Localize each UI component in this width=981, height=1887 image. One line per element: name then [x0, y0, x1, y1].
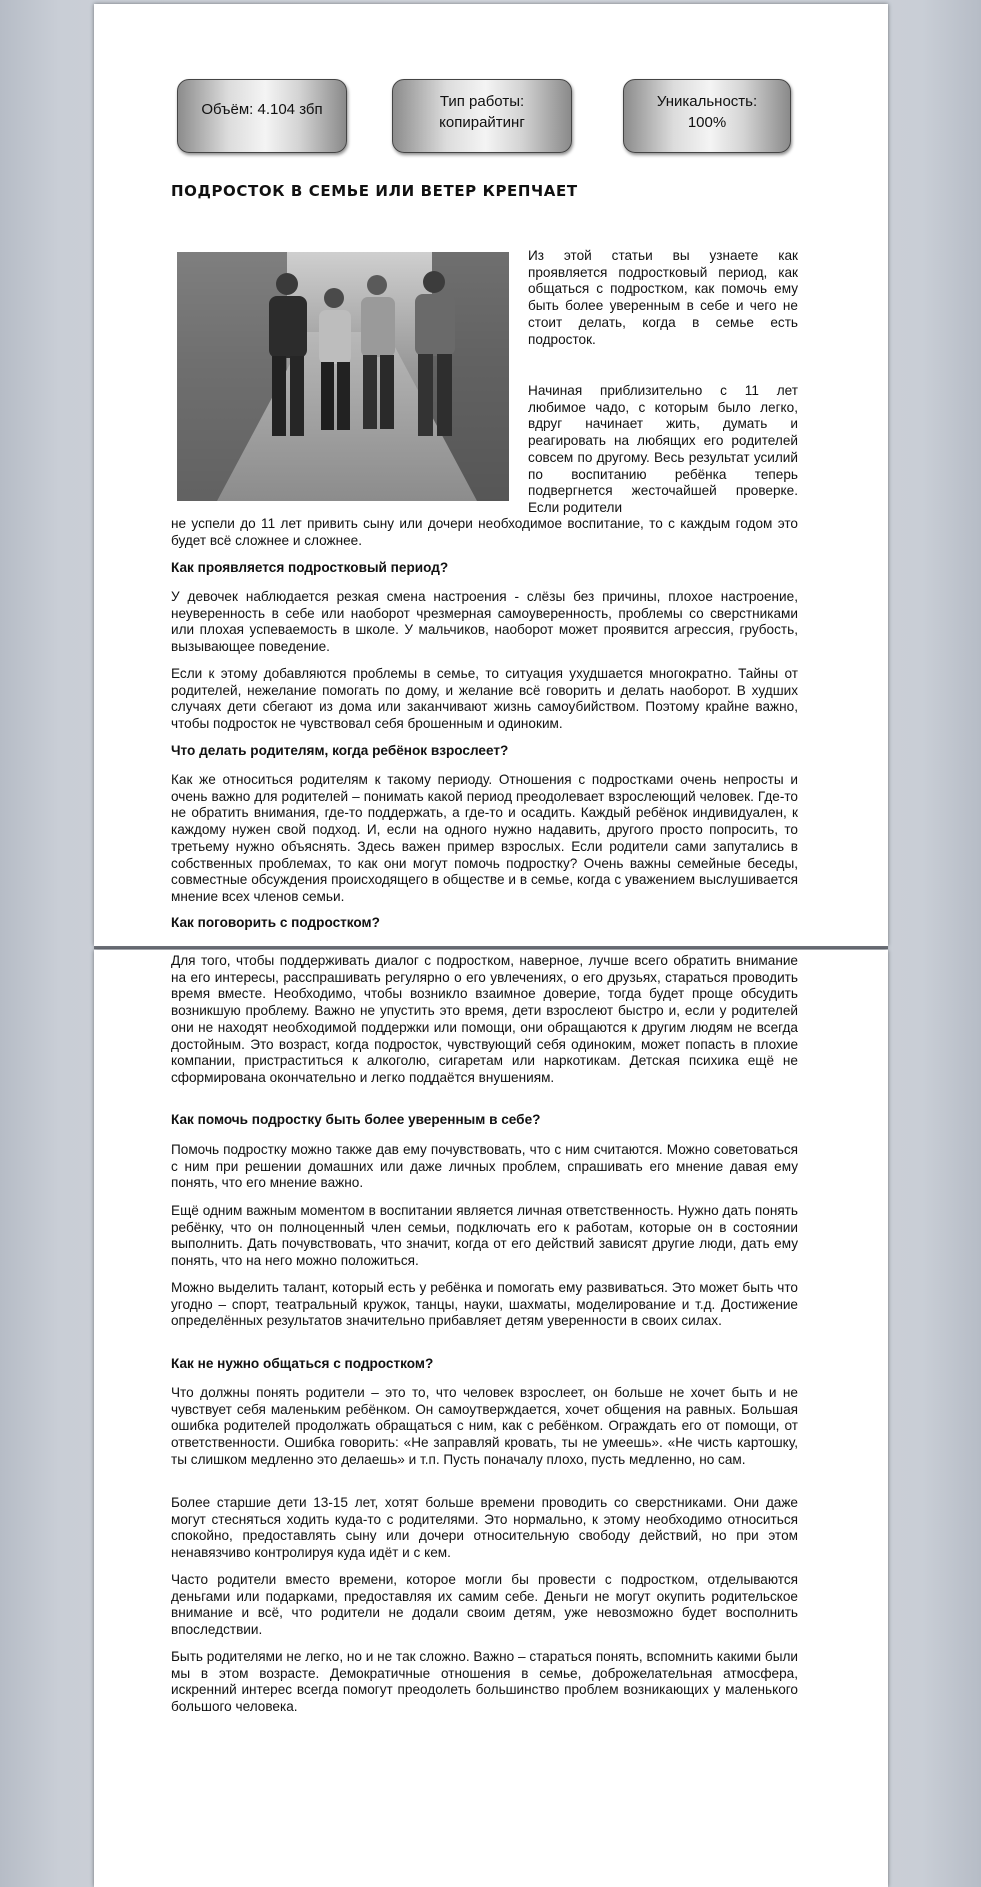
intro-paragraph: Из этой статьи вы узнаете как проявляется подростковый период, как общаться с подростком, как помочь ему быть более уверенным в себе и чего не стоит делать, когда в семье есть подросток.	[528, 248, 798, 347]
heading-how-not-to-talk: Как не нужно общаться с подростком?	[171, 1356, 434, 1371]
paragraph-7: Можно выделить талант, который есть у ребёнка и помогать ему развиваться. Это может быть что угодно – спорт, театральный кружок, танцы, науки, шахматы, моделирование и т.д. Достижение определённых результатов значительно прибавляет детям уверенности в своих силах.	[171, 1280, 798, 1329]
document-page-1	[94, 4, 888, 946]
document-page-2	[94, 950, 888, 1887]
paragraph-2: Если к этому добавляются проблемы в семье, то ситуация ухудшается многократно. Тайны от родителей, нежелание помогать по дому, и желание всё говорить и делать наоборот. В худших случаях дети сбегают из дома или заканчивают жизнь самоубийством. Поэтому крайне важно, чтобы подросток не чувствовал себя брошенным и одиноким.	[171, 666, 798, 732]
heading-what-to-do: Что делать родителям, когда ребёнок взрослеет?	[171, 743, 509, 758]
paragraph-beside-photo: Начиная приблизительно с 11 лет любимое чадо, с которым было легко, вдруг начинает жить, думать и реагировать на любящих его родителей совсем по другому. Весь результат усилий по воспитанию ребёнка теперь подвергнется жесточайшей проверке. Если родители	[528, 383, 798, 515]
paragraph-8: Что должны понять родители – это то, что человек взрослеет, он больше не хочет быть и не чувствует себя маленьким ребёнком. Он самоутверждается, хочет общения на равных. Большая ошибка родителей продолжать обращаться с ним, как с ребёнком. Ограждать его от помощи, от ответственности. Ошибка говорить: «Не заправляй кровать, ты не умеешь». «Не чисть картошку, ты слишком медленно это делаешь» и т.п. Пусть поначалу плохо, пусть медленно, но сам.	[171, 1385, 798, 1467]
heading-confidence: Как помочь подростку быть более уверенным в себе?	[171, 1112, 541, 1127]
heading-how-to-talk: Как поговорить с подростком?	[171, 915, 380, 930]
uniqueness-value: 100%	[687, 114, 727, 131]
paragraph-4: Для того, чтобы поддерживать диалог с подростком, наверное, лучше всего обратить внимание на его интересы, расспрашивать регулярно о его увлечениях, о его друзьях, стараться проводить время вместе. Необходимо, чтобы возникло взаимное доверие, тогда будет проще обсудить возникшую проблему. Важно не упустить это время, дети взрослеют быстро и, если у родителей они не находят необходимой поддержки или помощи, они обращаются к другим людям не всегда достойным. Это возраст, когда подросток, чувствующий себя одиноким, может попасть в плохие компании, пристраститься к алкоголю, сигаретам или наркотикам. Детская психика ещё не сформирована окончательно и легко поддаётся внушениям.	[171, 953, 798, 1085]
paragraph-6: Ещё одним важным моментом в воспитании является личная ответственность. Нужно дать понять ребёнку, что он полноценный член семьи, подключать его к работам, которые он в состоянии выполнить. Дать почувствовать, что значит, когда от его действий зависят другие люди, дать ему понять, что на него можно положиться.	[171, 1203, 798, 1269]
heading-teen-period: Как проявляется подростковый период?	[171, 560, 449, 575]
paragraph-3: Как же относиться родителям к такому периоду. Отношения с подростками очень непросты и очень важно для родителей – понимать какой период преодолевает взрослеющий человек. Где-то не обратить внимания, где-то поддержать, а где-то и осадить. Каждый ребёнок индивидуален, к каждому нужен свой подход. И, если на одного нужно надавить, другого просто попросить, то третьему нужно объяснять. Здесь важен пример взрослых. Если родители сами запутались в собственных проблемах, то как они могут помочь подростку? Очень важны семейные беседы, совместные обсуждения происходящего в обществе и в семье, когда с уважением выслушивается мнение всех членов семьи.	[171, 772, 798, 904]
uniqueness-info-box	[623, 79, 791, 153]
work-type-info-box	[392, 79, 572, 153]
paragraph-11: Быть родителями не легко, но и не так сложно. Важно – стараться понять, вспомнить какими были мы в этом возрасте. Демократичные отношения в семье, доброжелательная атмосфера, искренний интерес всегда помогут преодолеть большинство проблем возникающих у маленького большого человека.	[171, 1649, 798, 1715]
page-break	[94, 946, 888, 949]
work-type-label: Тип работы:	[439, 93, 525, 110]
work-type-value: копирайтинг	[439, 114, 525, 131]
teenagers-photo-icon	[177, 252, 509, 501]
paragraph-1: У девочек наблюдается резкая смена настроения - слёзы без причины, плохое настроение, неуверенность в себе или наоборот чрезмерная самоуверенность, проблемы со сверстниками или плохая успеваемость в школе. У мальчиков, наоборот может проявится агрессия, грубость, вызывающее поведение.	[171, 589, 798, 655]
uniqueness-label: Уникальность:	[656, 93, 758, 110]
volume-text: Объём: 4.104 збп	[201, 101, 323, 118]
photo-illustration	[177, 252, 509, 501]
paragraph-beside-photo-continued: не успели до 11 лет привить сыну или дочери необходимое воспитание, то с каждым годом это будет всё сложнее и сложнее.	[171, 516, 798, 548]
paragraph-10: Часто родители вместо времени, которое могли бы провести с подростком, отделываются деньгами или подарками, предоставляя их самим себе. Деньги не могут окупить родительское внимание и всё, что родители не додали своим детям, уже невозможно будет восполнить впоследствии.	[171, 1572, 798, 1638]
volume-info-box	[177, 79, 347, 153]
paragraph-5: Помочь подростку можно также дав ему почувствовать, что с ним считаются. Можно советоваться с ним при решении домашних или даже личных проблем, спрашивать его мнение давая ему понять, что его мнение важно.	[171, 1142, 798, 1191]
paragraph-9: Более старшие дети 13-15 лет, хотят больше времени проводить со сверстниками. Они даже могут стесняться ходить куда-то с родителями. Это нормально, к этому необходимо относиться спокойно, предоставлять сыну или дочери относительную свободу действий, но при этом ненавязчиво контролируя куда идёт и с кем.	[171, 1495, 798, 1561]
document-title: ПОДРОСТОК В СЕМЬЕ ИЛИ ВЕТЕР КРЕПЧАЕТ	[171, 182, 578, 200]
